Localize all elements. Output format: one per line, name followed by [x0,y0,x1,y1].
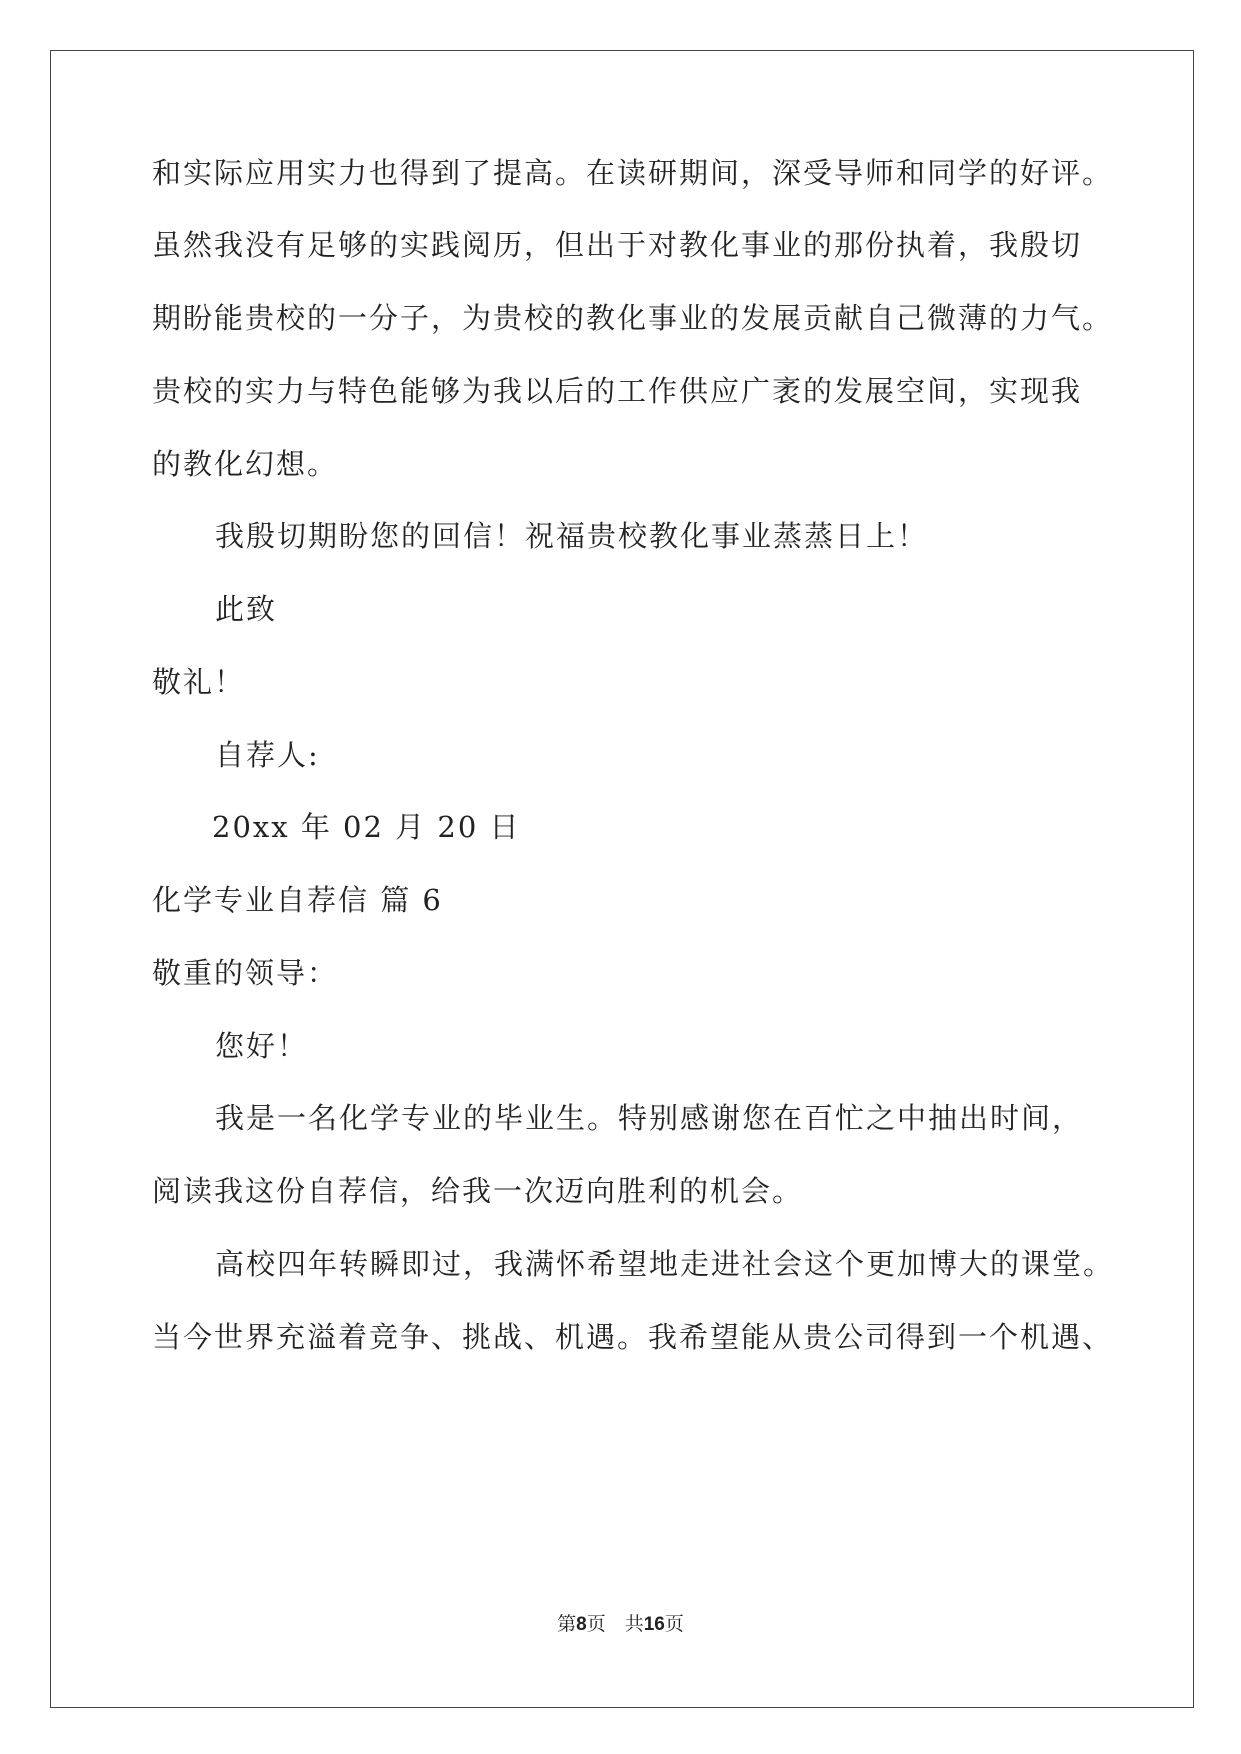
page-border [50,50,1194,1708]
body-line: 的教化幻想。 [152,447,339,481]
signature-line: 自荐人: [215,738,320,772]
closing-line: 此致 [215,592,278,626]
date-line: 20xx 年 02 月 20 日 [212,810,521,844]
body-line: 阅读我这份自荐信，给我一次迈向胜利的机会。 [152,1174,804,1208]
body-line: 高校四年转瞬即过，我满怀希望地走进社会这个更加博大的课堂。 [215,1247,1115,1281]
footer-suffix: 页 [664,1613,684,1635]
footer-mid: 页 共 [586,1613,644,1635]
body-line: 和实际应用实力也得到了提高。在读研期间，深受导师和同学的好评。 [152,156,1114,190]
body-line: 我殷切期盼您的回信！祝福贵校教化事业蒸蒸日上！ [215,519,929,553]
body-line: 我是一名化学专业的毕业生。特别感谢您在百忙之中抽出时间， [215,1101,1084,1135]
current-page-number: 8 [576,1614,587,1635]
total-pages-number: 16 [643,1614,665,1635]
salutation-line: 敬礼！ [152,665,246,699]
body-line: 期盼能贵校的一分子，为贵校的教化事业的发展贡献自己微薄的力气。 [152,301,1114,335]
body-line: 贵校的实力与特色能够为我以后的工作供应广袤的发展空间，实现我 [152,374,1083,408]
section-heading: 化学专业自荐信 篇 6 [152,883,443,917]
body-line: 当今世界充溢着竞争、挑战、机遇。我希望能从贵公司得到一个机遇、 [152,1320,1114,1354]
page-footer [0,1612,1241,1637]
greeting-line: 敬重的领导： [152,956,339,990]
body-line: 虽然我没有足够的实践阅历，但出于对教化事业的那份执着，我殷切 [152,228,1083,262]
body-line: 您好！ [215,1029,309,1063]
footer-prefix: 第 [557,1613,577,1635]
